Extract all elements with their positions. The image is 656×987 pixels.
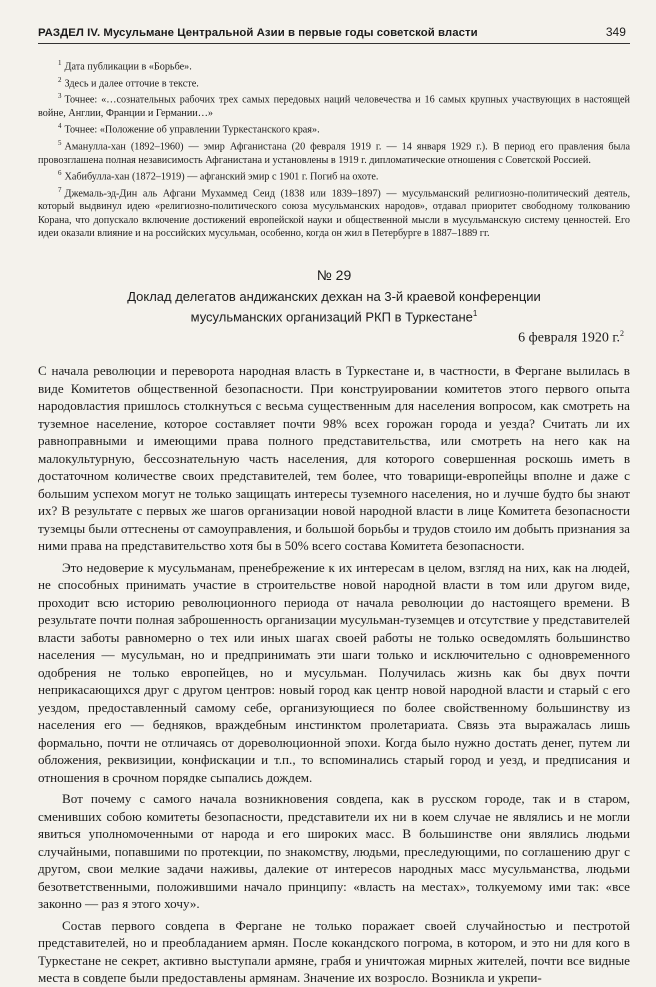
- body-paragraph: Это недоверие к мусульманам, пренебрежение к их интересам в целом, взгляд на них, как на людей, не способных принимать участие в строительстве новой народной власти в том или другом виде, проходит всю историю революционного периода от начала революции до настоящего времени. В результате почти полная заброшенность организации мусульман-туземцев и отсутствие у представителей власти заботы равномерно о тех или иных шагах своей работы не только осведомлять большинство населения — мусульман, но и предпринимать эти шаги только и исключительно с одновременного одобрения не только европейцев, но и мусульман. Получилась жизнь как бы двух почти неприкасающихся друг с другом центров: новый город как центр новой народной власти и старый с его уездом, предоставленный самому себе, организующиеся по более свойственному большинству из населения его — бедняков, враждебным инстинктом пролетариата. Связь эта выражалась лишь формально, почти не отличаясь от дореволюционной эпохи. Когда было нужно достать денег, путем ли обложения, реквизиции, конфискации и т.п., то вспоминались старый город и уезд, и предписания и отношения в срочном порядке сыпались дождем.: [38, 559, 630, 785]
- footnote: $^6$ Хабибулла-хан (1872–1919) — афганский эмир с 1901 г. Погиб на охоте.: [58, 169, 379, 183]
- document-title: Доклад делегатов андижанских дехкан на 3-й краевой конференции мусульманских организаций РКП в Туркестане$^1$: [127, 289, 541, 325]
- running-header: [38, 0, 630, 44]
- body-paragraph: С начала революции и переворота народная власть в Туркестане и, в частности, в Фергане вылилась в виде Комитетов общественной безопасности. При конструировании комитетов этого первого опыта народовластия пришлось столкнуться с весьма существенным для населения вопросом, как смотреть на туземное население, которое составляет почти 98% всех горожан города и уезда? Считать ли их равноправными и имеющими права полного представительства, или смотреть на него как на малокультурную, бессознательную часть населения, для которого совершенная роскошь иметь в достаточном количестве своих представителей, тем более, что товарищи-европейцы вполне и даже с большим успехом могут не только защищать интересы туземного населения, но и лучше будто бы знают их? В результате с первых же шагов организации новой народной власти в лице Комитета безопасности туземцы были оттеснены от самоуправления, и большой борьбы и трудов стоило им добыть признания за ними права на представительство хотя бы в 50% всего состава Комитета безопасности.: [38, 363, 630, 554]
- footnote: $^5$ Аманулла-хан (1892–1960) — эмир Афганистана (20 февраля 1919 г. — 14 января 1929 г.). В период его правления была провозглашена полная независимость Афганистана и установлены в 1919 г. дипломатические отношения с Советской Россией.: [38, 139, 630, 166]
- document-body: [38, 362, 630, 987]
- footnote: $^1$ Дата публикации в «Борьбе».: [58, 59, 192, 73]
- date-footnote-ref: 2: [620, 328, 624, 338]
- footnote: $^4$ Точнее: «Положение об управлении Туркестанского края».: [58, 122, 320, 136]
- title-footnote-ref: 1: [472, 309, 478, 319]
- footnotes: [38, 57, 630, 240]
- section-title: РАЗДЕЛ IV. Мусульмане Центральной Азии в первые годы советской власти: [38, 27, 478, 39]
- footnote: $^2$ Здесь и далее отточие в тексте.: [58, 75, 199, 90]
- body-paragraph: Вот почему с самого начала возникновения совдепа, как в русском городе, так и в старом, сменивших собою комитеты безопасности, представители их ни в коем случае не являлись и не могли явиться уполномоченными от народа и его широких масс. В большинстве они являлись людьми случайными, попавшими по протекции, по знакомству, людьми, преследующими, по соглашению друг с другом, свои мелкие задачи наживы, далекие от интересов народных масс мусульманства, людьми безответственными, положившими начало принципу: «власть на местах», толкуемому ими так: «все законно — раз я этого хочу».: [38, 791, 630, 912]
- page-number: 349: [605, 25, 626, 39]
- footnote: $^7$ Джемаль-эд-Дин аль Афгани Мухаммед Сеид (1838 или 1839–1897) — мусульманский религиозно-политический деятель, который выдвинул идею «религиозно-политического союза мусульманских народов», отдавал приоритет свободному толкованию Корана, что допускало включение достижений европейской науки и общественной мысли в мусульманскую систему ценностей. Его идеи оказали влияние и на российских мусульман, особенно, когда он жил в Петербурге в 1887–1889 гг.: [38, 185, 630, 239]
- body-paragraph: Состав первого совдепа в Фергане не только поражает своей случайностью и пестротой представителей, но и преобладанием армян. После кокандского погрома, в котором, и это ни для кого в Туркестане не секрет, активно выступали армяне, грабя и уничтожая мирных жителей, почти все видные места в совдепе были предоставлены армянам. Значение их возросло. Возникла и укрепи-: [38, 917, 630, 986]
- document-number: № 29: [316, 267, 352, 284]
- document-date: 6 февраля 1920 г.$^2$: [518, 328, 624, 346]
- footnote: $^3$ Точнее: «…сознательных рабочих трех самых передовых наций человечества и 16 самых крупных участвующих в настоящей войне, Англии, Франции и Германии…»: [38, 92, 630, 120]
